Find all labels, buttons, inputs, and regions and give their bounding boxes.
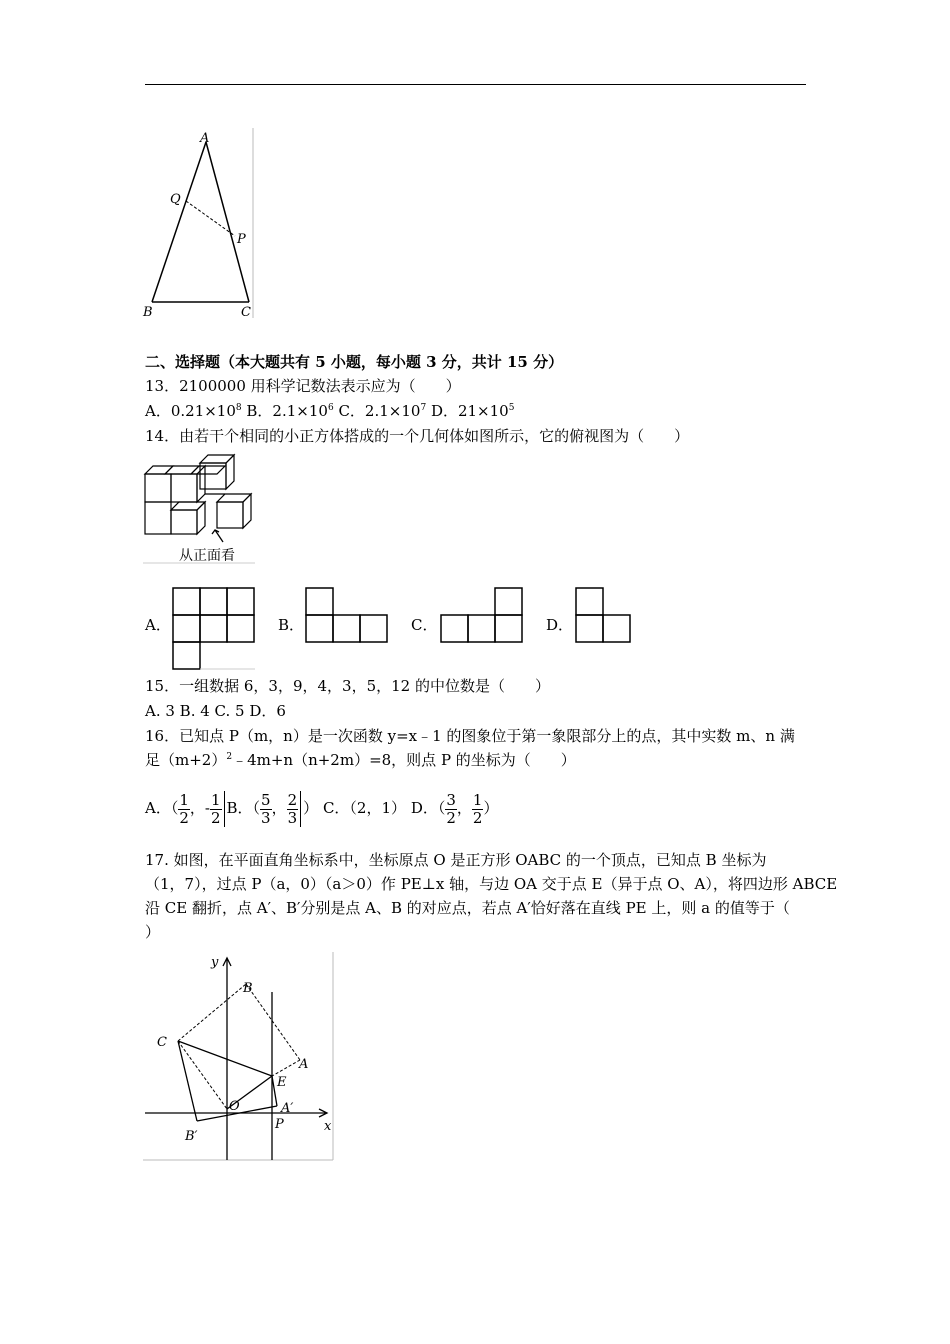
q16-a-frac2: $\frac{1}{2}$ <box>210 790 221 827</box>
q17-line2: （1，7），过点 P（a，0）（a＞0）作 PE⊥x 轴，与边 OA 交于点 E（异于点 O、A），将四边形 ABCE <box>145 875 838 893</box>
label-q: Q <box>170 192 181 207</box>
fig-label-x: x <box>324 1119 332 1134</box>
q13-d-text: D．21×10 <box>426 402 509 420</box>
coordinate-figure <box>143 952 335 1164</box>
fig-label-a: A <box>299 1057 309 1072</box>
q13-d-exp: 5 <box>508 403 515 413</box>
fig-label-y: y <box>211 955 219 970</box>
label-c: C <box>241 305 251 320</box>
q16-line2-pre: 足（m+2） <box>145 751 227 769</box>
q16-b-label: B．（ <box>226 799 261 817</box>
q13-options <box>145 401 514 421</box>
fig-label-a-prime: A′ <box>281 1101 294 1116</box>
q16-b-frac2: $\frac{2}{3}$ <box>287 790 298 827</box>
q16-line2 <box>145 750 576 770</box>
q15-options: A. 3 B. 4 C. 5 D．6 <box>145 702 286 720</box>
fig-label-o: O <box>229 1099 240 1114</box>
q16-c-text: C．（2，1） <box>322 799 407 817</box>
q17-line1: 17. 如图，在平面直角坐标系中，坐标原点 O 是正方形 OABC 的一个顶点，已知点 B 坐标为 <box>145 851 767 869</box>
q13-b-text: B．2.1×10 <box>241 402 328 420</box>
label-a: A <box>200 131 210 146</box>
fig-label-b-prime: B′ <box>185 1129 198 1144</box>
q16-line2-post: ﹣4m+n（n+2m）=8，则点 P 的坐标为（ ） <box>232 751 576 769</box>
label-b: B <box>143 305 153 320</box>
q16-d-close: ） <box>483 799 499 817</box>
fig-label-b: B <box>243 981 253 996</box>
fig-label-c: C <box>157 1035 167 1050</box>
triangle-figure <box>140 128 260 323</box>
q16-d-frac1: $\frac{3}{2}$ <box>446 790 456 827</box>
q16-a-label: A．（ <box>145 799 179 817</box>
fig-label-e: E <box>277 1075 287 1090</box>
fig-label-p: P <box>275 1117 284 1132</box>
q17-line3: 沿 CE 翻折，点 A′、B′分别是点 A、B 的对应点，若点 A′恰好落在直线 PE 上，则 a 的值等于（ <box>145 899 790 917</box>
q17-line4: ） <box>145 923 161 941</box>
q16-a-sep: ，- <box>189 799 210 817</box>
q16-options <box>145 788 498 828</box>
q14-opt-d-label: D． <box>546 616 574 634</box>
q16-a-frac1: $\frac{1}{2}$ <box>179 790 189 827</box>
q14-opt-b-label: B． <box>278 616 305 634</box>
q14-opt-d-figure <box>574 586 634 644</box>
q14-opt-c-figure <box>439 586 525 644</box>
q13-b-exp: 6 <box>327 403 334 413</box>
q14-opt-a-figure <box>171 586 255 670</box>
q13-c-text: C．2.1×10 <box>333 402 421 420</box>
q14-stem: 14．由若干个相同的小正方体搭成的一个几何体如图所示，它的俯视图为（ ） <box>145 427 690 445</box>
q16-b-close: ） <box>303 799 319 817</box>
view-caption: 从正面看 <box>179 548 235 564</box>
label-p: P <box>237 232 246 247</box>
section-heading: 二、选择题（本大题共有 5 小题，每小题 3 分，共计 15 分） <box>145 353 564 371</box>
q16-a-bar <box>224 791 225 827</box>
q16-b-frac1: $\frac{5}{3}$ <box>261 790 271 827</box>
q16-b-bar <box>300 791 301 827</box>
q14-opt-c-label: C． <box>411 616 438 634</box>
q13-a-exp: 8 <box>235 403 242 413</box>
q16-d-frac2: $\frac{1}{2}$ <box>472 790 483 827</box>
q16-line2-exp: 2 <box>226 752 233 762</box>
q16-b-sep: ， <box>271 799 287 817</box>
q14-opt-a-label: A． <box>145 616 171 634</box>
q16-d-sep: ， <box>456 799 472 817</box>
q15-stem: 15．一组数据 6，3，9，4，3，5，12 的中位数是（ ） <box>145 677 550 695</box>
q14-opt-b-figure <box>304 586 390 644</box>
q13-a-text: A．0.21×10 <box>145 402 236 420</box>
q16-line1: 16．已知点 P（m，n）是一次函数 y=x﹣1 的图象位于第一象限部分上的点，其中实数 m、n 满 <box>145 727 795 745</box>
header-rule <box>145 84 806 85</box>
q16-d-label: D．（ <box>410 799 446 817</box>
cubes-figure <box>143 452 255 568</box>
q13-c-exp: 7 <box>420 403 427 413</box>
q13-stem: 13．2100000 用科学记数法表示应为（ ） <box>145 377 461 395</box>
